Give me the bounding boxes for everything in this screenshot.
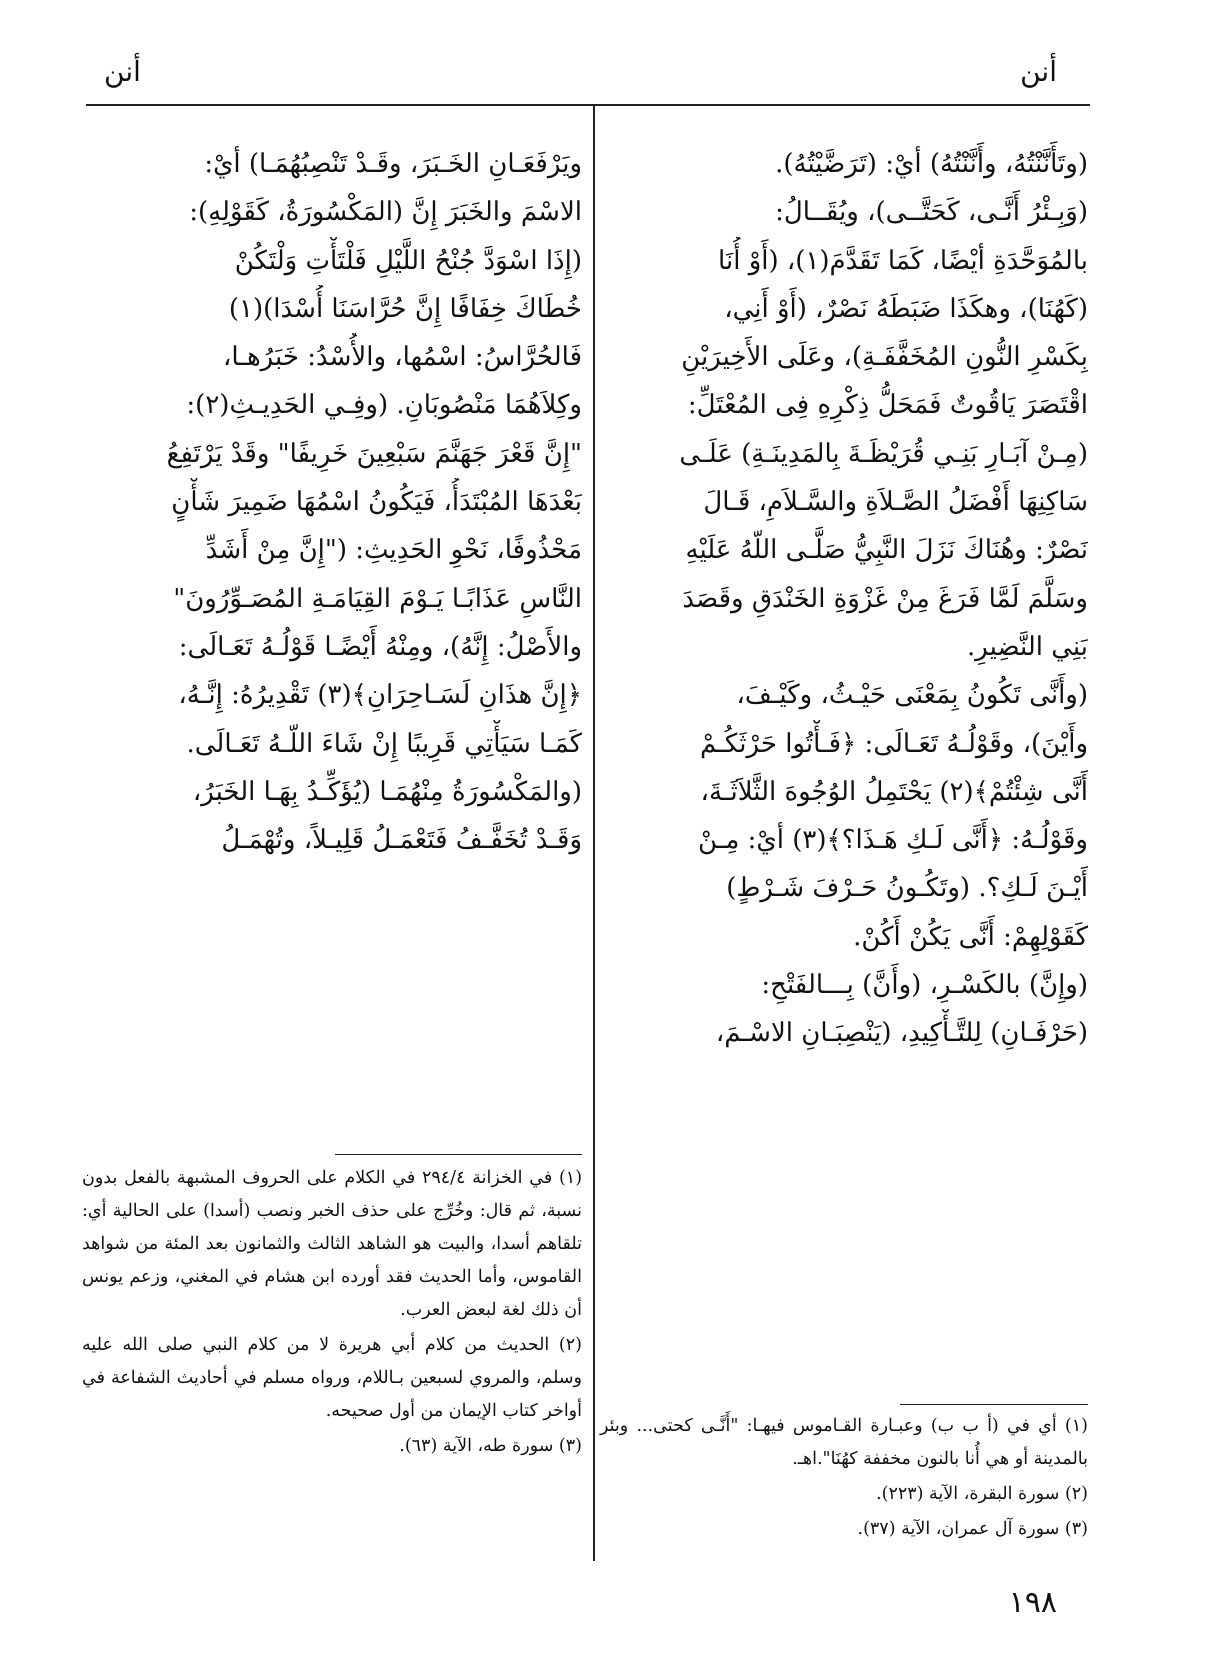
left-column-text — [82, 140, 582, 864]
text-line: بالمُوَحَّدَةِ أيْضًا، كَمَا تَقَدَّمَ(١)، (أَوْ أُنَا — [718, 245, 1088, 276]
text-line: كَمَـا سَيَأْتِي قَرِيبًا إِنْ شَاءَ اللّـهُ تَعَـالَى. — [186, 728, 582, 759]
column-divider — [593, 106, 595, 1561]
verse-line: (إِذَا اسْوَدَّ جُنْحُ اللَّيْلِ فَلْتَأْتِ وَلْتَكُنْ — [234, 245, 582, 276]
text-line: الاسْمَ والخَبَرَ إِنَّ (المَكْسُورَةُ، كَقَوْلِهِ): — [189, 197, 582, 228]
footnote: (٣) سورة طه، الآية (٦٣). — [399, 1436, 582, 1456]
text-line: النَّاسِ عَذَابًـا يَـوْمَ القِيَامَـةِ المُصَـوِّرُونَ" — [173, 583, 582, 614]
text-line: "إِنَّ قَعْرَ جَهَنَّمَ سَبْعِينَ خَرِيفًا" وقَدْ يَرْتَفِعُ — [166, 438, 582, 469]
text-line: (وأَنَّى تَكُونُ بِمَعْنَى حَيْـثُ، وكَيْـفَ، — [736, 680, 1088, 711]
text-line: اقْتَصَرَ يَاقُوتٌ فَمَحَلُّ ذِكْرِهِ فِى المُعْتَلِّ: — [687, 390, 1088, 421]
text-line: وَقَـدْ تُخَفَّـفُ فَتَعْمَـلُ قَلِيـلاً، وتُهْمَـلُ — [221, 825, 582, 856]
text-line: والأَصْلُ: إِنَّهُ)، ومِنْهُ أَيْضًـا قَوْلُـهُ تَعَـالَى: — [178, 631, 582, 662]
header-right-word: أنن — [1020, 55, 1057, 88]
text-line: (وتَأَنَّنْتُهُ، وأَنَّنْتُهُ) أيْ: (تَرَضَّيْتُهُ). — [775, 149, 1088, 179]
footnote: (٣) سورة آل عمران، الآية (٣٧). — [857, 1519, 1088, 1539]
text-line: بِكَسْرِ النُّونِ المُخَفَّفَـةِ)، وعَلَى الأَخِيرَيْنِ — [681, 342, 1088, 373]
text-line: كَقَوْلِهِمْ: أَنَّى يَكُنْ أَكُنْ. — [853, 921, 1088, 952]
text-line: وكِلاَهُمَا مَنْصُوبَانِ. (وفِـي الحَدِيـثِ(٢): — [186, 390, 582, 421]
text-line: وقَوْلُـهُ: ﴿أَنَّى لَـكِ هَـذَا؟﴾(٣) أيْ: مِـنْ — [698, 825, 1088, 856]
text-line: أَيْـنَ لَـكِ؟. (وتَكُـونُ حَـرْفَ شَـرْطٍ) — [726, 873, 1088, 904]
footnote: (٢) سورة البقرة، الآية (٢٢٣). — [876, 1484, 1088, 1504]
text-line: نَصْرٌ: وهُنَاكَ نَزَلَ النَّبِيُّ صَلَّـى اللّهُ عَلَيْهِ — [685, 535, 1088, 566]
text-line: وأَيْنَ)، وقَوْلُـهُ تَعَـالَى: ﴿فَـأْتُوا حَرْثَكُـمْ — [700, 728, 1088, 759]
text-line: بَنِي النَّضِيرِ. — [966, 631, 1088, 662]
footnote-divider-left — [335, 1154, 582, 1155]
footnote-divider-right — [900, 1404, 1088, 1405]
footnotes-left — [82, 1162, 582, 1465]
text-line: وسَلَّمَ لَمَّا فَرَغَ مِنْ غَزْوَةِ الخَنْدَقِ وقَصَدَ — [682, 583, 1088, 614]
text-line: (مِـنْ آبَـارِ بَنِـي قُرَيْظَـةَ بِالمَدِينَـةِ) عَلَـى — [679, 438, 1088, 469]
text-line: (حَرْفَـانِ) لِلتَّـأْكِيدِ، (يَنْصِبَـانِ الاسْـمَ، — [715, 1018, 1088, 1049]
text-line: فَالحُرَّاسُ: اسْمُها، والأُسْدُ: خَبَرُهـا، — [223, 342, 582, 373]
text-line: (كَهُنَا)، وهكَذَا ضَبَطَهُ نَصْرٌ، (أَوْ أَنِي، — [724, 293, 1088, 324]
right-column-text — [600, 140, 1088, 1058]
text-line: مَحْذُوفًا، نَحْوِ الحَدِيثِ: ("إِنَّ مِنْ أَشَدِّ — [205, 535, 582, 566]
text-line: (وإِنَّ) بالكَسْـرِ، (وأَنَّ) بِـــالفَتْحِ: — [761, 970, 1088, 1001]
text-line: (والمَكْسُورَةُ مِنْهُمَـا (يُؤَكِّـدُ بِهَـا الخَبَرُ، — [192, 776, 582, 807]
text-line: (وَبِـئْرُ أَنَّـى، كَحَتَّــى)، ويُقَــالُ: — [775, 197, 1088, 228]
header-divider — [86, 104, 1090, 106]
footnote: (١) في الخزانة ٢٩٤/٤ في الكلام على الحروف المشبهة بالفعل بدون نسبة، ثم قال: وخُرِّج على حذف الخبر ونصب (أسدا) على الحالية أي: تلقاهم أسدا، والبيت هو الشاهد الثالث والثمانون بعد المئة من شواهد القاموس، وأما الحديث فقد أورده ابن هشام في المغني، وزعم يونس أن ذلك لغة لبعض العرب. — [82, 1168, 583, 1320]
text-line: سَاكِنِهَا أَفْضَلُ الصَّـلاَةِ والسَّـلاَمِ، قَـالَ — [703, 487, 1088, 518]
footnote: (١) أي في (أ ب ب) وعبـارة القـاموس فيهـا: "أَنَّـى كحتى... وبئر بالمدينة أو هي أُنا بالنون مخففة كهُنَا".اهـ. — [600, 1416, 1088, 1469]
footnotes-right — [600, 1410, 1088, 1548]
header-left-word: أنن — [104, 55, 141, 88]
text-line: أَنَّى شِئْتُمْ﴾(٢) يَحْتَمِلُ الوُجُوهَ الثَّلاَثَـةَ، — [700, 776, 1088, 807]
text-line: ويَرْفَعَـانِ الخَـبَرَ، وقَـدْ تَنْصِبُهُمَـا) أيْ: — [204, 149, 582, 179]
verse-line: خُطَاكَ خِفَافًا إِنَّ حُرَّاسَنَا أُسْدَا)(١) — [228, 293, 582, 324]
page-number: ١٩٨ — [1008, 1585, 1057, 1620]
text-line: بَعْدَهَا المُبْتَدَأُ، فَيَكُونُ اسْمُهَا ضَمِيرَ شَأْنٍ — [171, 487, 582, 518]
footnote: (٢) الحديث من كلام أبي هريرة لا من كلام النبي صلى الله عليه وسلم، والمروي لسبعين بـاللام، ورواه مسلم في أحاديث الشفاعة في أواخر كتاب الإيمان من أول صحيحه. — [82, 1335, 582, 1421]
text-line: ﴿إِنَّ هذَانِ لَسَـاحِرَانِ﴾(٣) تَقْدِيرُهُ: إِنَّـهُ، — [178, 680, 582, 711]
